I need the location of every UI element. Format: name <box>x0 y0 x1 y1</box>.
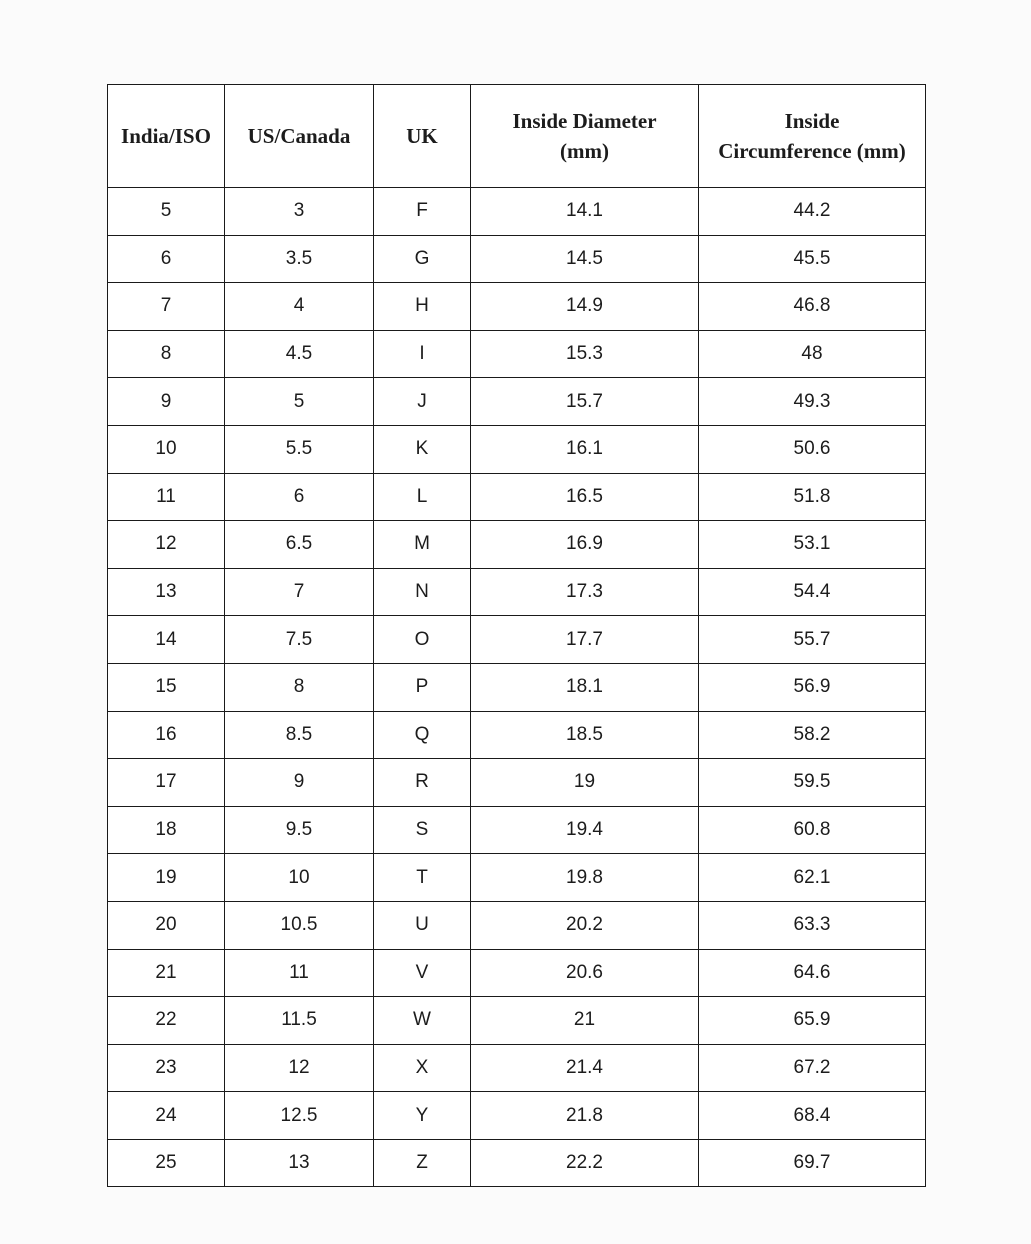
cell-india-iso: 9 <box>108 378 225 426</box>
cell-us-canada: 11.5 <box>225 997 374 1045</box>
table-row <box>108 330 926 378</box>
column-header-line: Circumference (mm) <box>718 139 906 163</box>
cell-india-iso: 14 <box>108 616 225 664</box>
cell-us-canada: 3 <box>225 188 374 236</box>
cell-uk: V <box>374 949 471 997</box>
table-row <box>108 568 926 616</box>
cell-us-canada: 6.5 <box>225 521 374 569</box>
cell-uk: T <box>374 854 471 902</box>
table-row <box>108 378 926 426</box>
cell-us-canada: 10.5 <box>225 901 374 949</box>
cell-india-iso: 11 <box>108 473 225 521</box>
cell-us-canada: 9 <box>225 759 374 807</box>
cell-india-iso: 10 <box>108 425 225 473</box>
cell-inside-diameter-mm: 21.4 <box>471 1044 699 1092</box>
cell-inside-diameter-mm: 16.9 <box>471 521 699 569</box>
column-header-line: (mm) <box>560 139 609 163</box>
cell-inside-circumference-mm: 46.8 <box>699 283 926 331</box>
cell-uk: P <box>374 663 471 711</box>
cell-inside-diameter-mm: 21.8 <box>471 1092 699 1140</box>
cell-inside-diameter-mm: 21 <box>471 997 699 1045</box>
column-header-inside-diameter-mm <box>471 85 699 188</box>
cell-inside-circumference-mm: 65.9 <box>699 997 926 1045</box>
cell-us-canada: 7.5 <box>225 616 374 664</box>
cell-inside-circumference-mm: 49.3 <box>699 378 926 426</box>
cell-india-iso: 8 <box>108 330 225 378</box>
cell-us-canada: 9.5 <box>225 806 374 854</box>
table-body <box>108 188 926 1187</box>
table-row <box>108 1139 926 1187</box>
cell-uk: O <box>374 616 471 664</box>
table-row <box>108 1044 926 1092</box>
cell-india-iso: 13 <box>108 568 225 616</box>
cell-india-iso: 15 <box>108 663 225 711</box>
table-row <box>108 188 926 236</box>
cell-inside-circumference-mm: 62.1 <box>699 854 926 902</box>
cell-india-iso: 17 <box>108 759 225 807</box>
cell-uk: W <box>374 997 471 1045</box>
cell-inside-circumference-mm: 64.6 <box>699 949 926 997</box>
table-row <box>108 711 926 759</box>
cell-india-iso: 5 <box>108 188 225 236</box>
cell-us-canada: 8 <box>225 663 374 711</box>
cell-us-canada: 12.5 <box>225 1092 374 1140</box>
cell-uk: G <box>374 235 471 283</box>
cell-inside-diameter-mm: 14.9 <box>471 283 699 331</box>
cell-india-iso: 25 <box>108 1139 225 1187</box>
cell-uk: R <box>374 759 471 807</box>
column-header-line: Inside Diameter <box>512 109 657 133</box>
cell-inside-circumference-mm: 63.3 <box>699 901 926 949</box>
table-row <box>108 997 926 1045</box>
column-header-line: UK <box>406 124 438 148</box>
table-row <box>108 949 926 997</box>
cell-inside-diameter-mm: 19.8 <box>471 854 699 902</box>
cell-inside-circumference-mm: 68.4 <box>699 1092 926 1140</box>
cell-us-canada: 10 <box>225 854 374 902</box>
cell-uk: L <box>374 473 471 521</box>
table-row <box>108 901 926 949</box>
column-header-inside-circumference-mm <box>699 85 926 188</box>
table-row <box>108 806 926 854</box>
cell-uk: J <box>374 378 471 426</box>
column-header-india-iso <box>108 85 225 188</box>
cell-inside-diameter-mm: 15.7 <box>471 378 699 426</box>
cell-uk: Y <box>374 1092 471 1140</box>
cell-inside-circumference-mm: 60.8 <box>699 806 926 854</box>
cell-india-iso: 21 <box>108 949 225 997</box>
cell-uk: M <box>374 521 471 569</box>
table-row <box>108 425 926 473</box>
cell-inside-diameter-mm: 15.3 <box>471 330 699 378</box>
cell-us-canada: 5.5 <box>225 425 374 473</box>
ring-size-conversion-table <box>107 84 926 1187</box>
cell-uk: K <box>374 425 471 473</box>
cell-uk: N <box>374 568 471 616</box>
table-row <box>108 854 926 902</box>
cell-us-canada: 13 <box>225 1139 374 1187</box>
table-row <box>108 283 926 331</box>
cell-us-canada: 12 <box>225 1044 374 1092</box>
cell-us-canada: 4.5 <box>225 330 374 378</box>
cell-inside-circumference-mm: 51.8 <box>699 473 926 521</box>
cell-inside-diameter-mm: 17.7 <box>471 616 699 664</box>
cell-india-iso: 24 <box>108 1092 225 1140</box>
cell-uk: I <box>374 330 471 378</box>
cell-inside-diameter-mm: 19 <box>471 759 699 807</box>
cell-uk: U <box>374 901 471 949</box>
cell-india-iso: 6 <box>108 235 225 283</box>
cell-inside-circumference-mm: 55.7 <box>699 616 926 664</box>
cell-us-canada: 6 <box>225 473 374 521</box>
cell-inside-diameter-mm: 18.1 <box>471 663 699 711</box>
cell-uk: F <box>374 188 471 236</box>
column-header-uk <box>374 85 471 188</box>
cell-uk: X <box>374 1044 471 1092</box>
table-row <box>108 663 926 711</box>
cell-uk: Z <box>374 1139 471 1187</box>
table-row <box>108 235 926 283</box>
table-row <box>108 521 926 569</box>
cell-inside-diameter-mm: 17.3 <box>471 568 699 616</box>
cell-us-canada: 4 <box>225 283 374 331</box>
cell-uk: H <box>374 283 471 331</box>
cell-us-canada: 3.5 <box>225 235 374 283</box>
table-row <box>108 473 926 521</box>
column-header-line: India/ISO <box>121 124 211 148</box>
cell-india-iso: 20 <box>108 901 225 949</box>
cell-inside-diameter-mm: 16.5 <box>471 473 699 521</box>
cell-india-iso: 23 <box>108 1044 225 1092</box>
cell-india-iso: 16 <box>108 711 225 759</box>
cell-india-iso: 12 <box>108 521 225 569</box>
cell-inside-circumference-mm: 58.2 <box>699 711 926 759</box>
table-row <box>108 616 926 664</box>
cell-inside-diameter-mm: 14.1 <box>471 188 699 236</box>
cell-inside-circumference-mm: 69.7 <box>699 1139 926 1187</box>
cell-inside-circumference-mm: 45.5 <box>699 235 926 283</box>
cell-inside-circumference-mm: 56.9 <box>699 663 926 711</box>
cell-inside-circumference-mm: 54.4 <box>699 568 926 616</box>
cell-uk: S <box>374 806 471 854</box>
column-header-us-canada <box>225 85 374 188</box>
cell-us-canada: 5 <box>225 378 374 426</box>
cell-us-canada: 11 <box>225 949 374 997</box>
cell-inside-circumference-mm: 48 <box>699 330 926 378</box>
cell-inside-diameter-mm: 14.5 <box>471 235 699 283</box>
cell-inside-circumference-mm: 50.6 <box>699 425 926 473</box>
cell-inside-circumference-mm: 67.2 <box>699 1044 926 1092</box>
cell-india-iso: 19 <box>108 854 225 902</box>
cell-india-iso: 18 <box>108 806 225 854</box>
cell-us-canada: 7 <box>225 568 374 616</box>
cell-inside-diameter-mm: 18.5 <box>471 711 699 759</box>
ring-size-chart-container <box>107 84 925 1187</box>
table-header <box>108 85 926 188</box>
cell-us-canada: 8.5 <box>225 711 374 759</box>
cell-inside-circumference-mm: 44.2 <box>699 188 926 236</box>
cell-inside-diameter-mm: 20.6 <box>471 949 699 997</box>
cell-inside-diameter-mm: 19.4 <box>471 806 699 854</box>
cell-inside-diameter-mm: 20.2 <box>471 901 699 949</box>
cell-inside-circumference-mm: 59.5 <box>699 759 926 807</box>
cell-india-iso: 22 <box>108 997 225 1045</box>
table-row <box>108 759 926 807</box>
cell-inside-circumference-mm: 53.1 <box>699 521 926 569</box>
cell-uk: Q <box>374 711 471 759</box>
cell-india-iso: 7 <box>108 283 225 331</box>
column-header-line: Inside <box>784 109 840 133</box>
cell-inside-diameter-mm: 16.1 <box>471 425 699 473</box>
table-row <box>108 1092 926 1140</box>
column-header-line: US/Canada <box>247 124 351 148</box>
table-header-row <box>108 85 926 188</box>
cell-inside-diameter-mm: 22.2 <box>471 1139 699 1187</box>
